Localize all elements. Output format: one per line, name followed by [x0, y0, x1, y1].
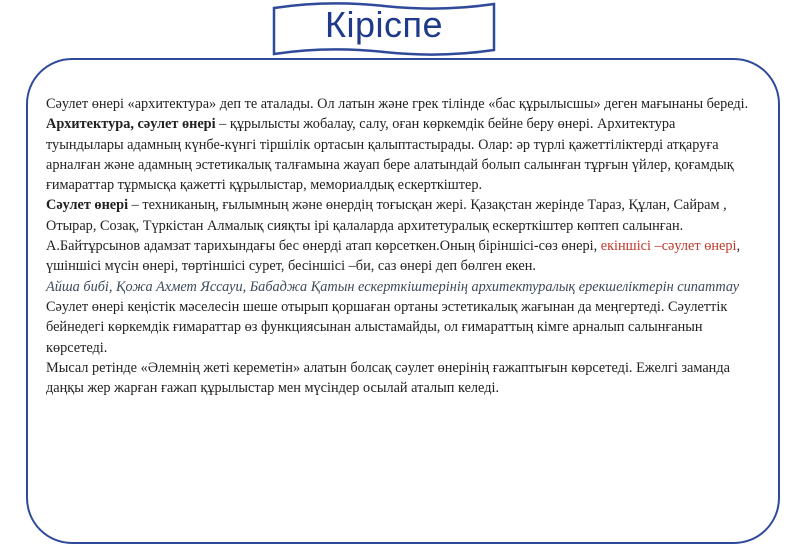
baitursynov-end: , үшіншісі мүсін өнері, төртіншісі сурет, бесіншісі –би, саз өнері деп бөлген екен. — [46, 238, 741, 275]
paragraph-definition — [46, 114, 756, 195]
paragraph-wonders: Мысал ретінде «Әлемнің жеті кереметін» алатын болсақ сәулет өнерінің ғажаптығын көрсетеді. Ежелгі заманда даңқы жер жарған ғажап құрылыстар мен мүсіндер осылай аталып келеді. — [46, 359, 730, 397]
paragraph-baitursynov — [46, 236, 756, 277]
term-art-of-architecture: Сәулет өнері — [46, 197, 129, 214]
baitursynov-start: А.Байтұрсынов адамзат тарихындағы бес өнерді атап көрсеткен.Оның біріншісі-сөз өнері, — [46, 238, 601, 255]
term-architecture: Архитектура, сәулет өнері — [46, 116, 216, 133]
page-title: Кіріспе — [324, 4, 443, 45]
paragraph-intro: Сәулет өнері «архитектура» деп те аталады. Ол латын және грек тілінде «бас құрылысшы» деген мағынаны береді. — [46, 96, 749, 112]
title-banner — [268, 0, 500, 58]
paragraph-kazakhstan — [46, 195, 756, 236]
highlight-second-art: екіншісі –сәулет өнері — [600, 238, 737, 255]
paragraph-monuments-task: Айша бибі, Қожа Ахмет Яссауи, Бабаджа Қатын ескерткіштерінің архитектуралық ерекшеліктерін сипаттау — [46, 278, 740, 295]
content-body — [46, 94, 756, 398]
definition-text: – құрылысты жобалау, салу, оған көркемдік бейне беру өнері. Архитектура туындылары адамның күнбе-күнгі тіршілік ортасын қалыптастырады. Олар: әр түрлі қажеттіліктерді атқаруға арналған және адамның эстетикалық талғамына жауап бере алатындай болып салынған тұрғын үйлер, қоғамдық ғимараттар тұрмысқа қажетті құрылыстар, мемориалдық ескерткіштер. — [46, 116, 734, 194]
kazakhstan-text: – техниканың, ғылымның және өнердің тоғысқан жері. Қазақстан жерінде Тараз, Құлан, Сайрам , Отырар, Созақ, Түркістан Алмалық сияқты ірі қалаларда архитетуралық ескерткіштер көптеп салынған. — [46, 197, 727, 234]
paragraph-space: Сәулет өнері кеңістік мәселесін шеше отырып қоршаған ортаны эстетикалық жағынан да меңгертеді. Сәулеттік бейнедегі көркемдік ғимараттар өз функциясынан алыстамайды, ол ғимараттың кімге арналып салынғанын көрсетеді. — [46, 298, 728, 356]
